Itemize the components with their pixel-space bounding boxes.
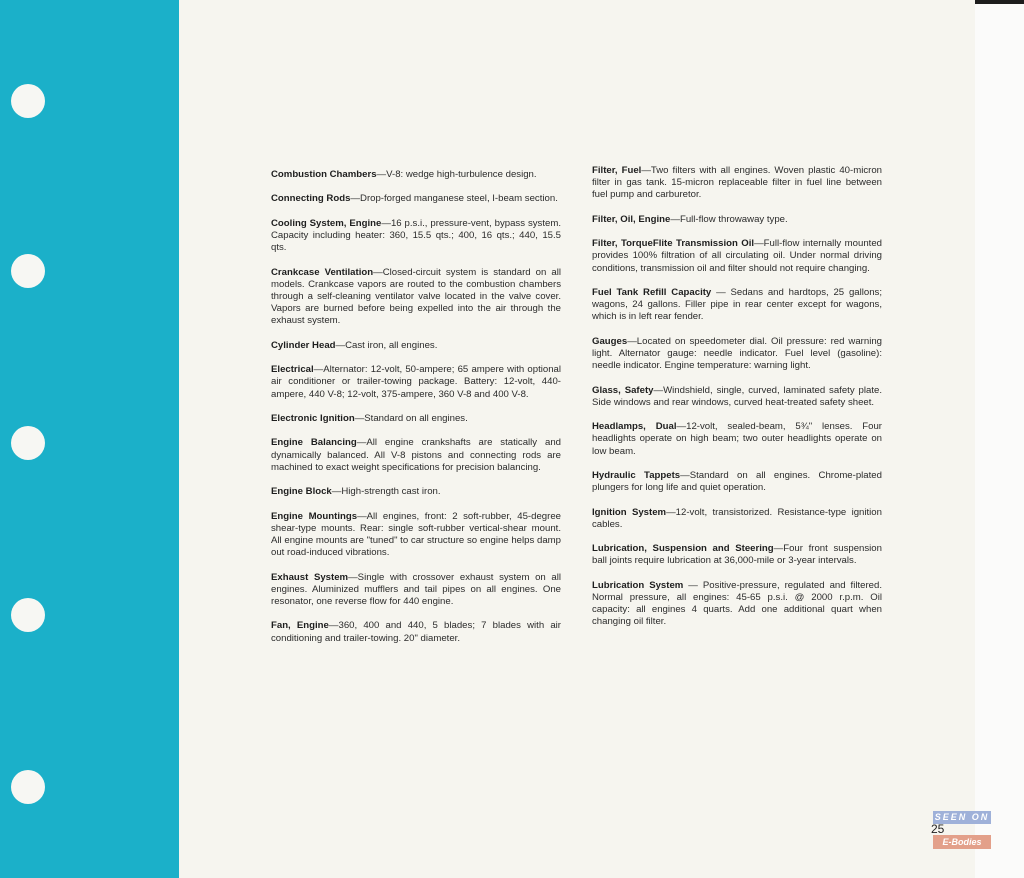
watermark-bottom: E-Bodies	[933, 835, 991, 849]
spec-text: —Full-flow throwaway type.	[670, 213, 788, 225]
spec-text: —V-8: wedge high-turbulence design.	[376, 169, 537, 180]
spec-term: Combustion Chambers	[271, 169, 377, 180]
spec-term: Engine Balancing	[271, 437, 357, 449]
spec-entry	[592, 214, 882, 226]
spec-entry	[592, 287, 882, 324]
spec-entry	[592, 238, 882, 275]
spec-entry	[592, 507, 882, 531]
page-edge-line	[975, 0, 1024, 4]
spec-text: —Windshield, single, curved, laminated safety plate. Side windows and rear windows, curved heat-treated safety sheet.	[592, 384, 882, 408]
punch-hole	[11, 770, 45, 804]
spec-term: Ignition System	[592, 506, 667, 518]
spec-text: —Drop-forged manganese steel, I-beam section.	[350, 193, 558, 205]
spec-text: —12-volt, transistorized. Resistance-type ignition cables.	[592, 506, 882, 530]
spec-entry	[592, 470, 882, 494]
spec-term: Headlamps, Dual	[592, 421, 677, 433]
spec-term: Engine Mountings	[271, 510, 358, 522]
spec-text: —Full-flow internally mounted provides 100% filtration of all circulating oil. Under normal driving conditions, transmission oil and filter should not require changing.	[592, 238, 882, 274]
spec-term: Electronic Ignition	[271, 412, 355, 424]
spec-entry	[271, 620, 561, 644]
punch-hole	[11, 598, 45, 632]
spec-entry	[592, 385, 882, 409]
spec-term: Gauges	[592, 335, 628, 347]
spec-term: Lubrication, Suspension and Steering	[592, 543, 774, 555]
spec-text: —Located on speedometer dial. Oil pressure: red warning light. Alternator gauge: needle indicator. Fuel level (gasoline): needle indicator. Engine temperature: warning light.	[592, 335, 882, 372]
spec-term: Cylinder Head	[271, 339, 336, 351]
spec-term: Exhaust System	[271, 571, 349, 583]
spec-text: —360, 400 and 440, 5 blades; 7 blades with air conditioning and trailer-towing. 20" diameter.	[271, 620, 562, 644]
spec-term: Fuel Tank Refill Capacity	[592, 286, 712, 298]
spec-text: —Alternator: 12-volt, 50-ampere; 65 ampere with optional air conditioner or trailer-towing package. Battery: 12-volt, 440-ampere, 440 V-8; 12-volt, 375-ampere, 360 V-8 and 400 V-8.	[271, 364, 561, 400]
spec-text: —12-volt, sealed-beam, 5¾" lenses. Four headlights operate on high beam; two outer headlights operate on low beam.	[592, 421, 883, 457]
punch-hole	[11, 426, 45, 460]
spec-entry	[271, 486, 561, 498]
spec-entry	[271, 413, 561, 425]
spec-text: —All engines, front: 2 soft-rubber, 45-degree shear-type mounts. Rear: single soft-rubber vertical-shear mount. All engine mounts are "tuned" to car structure so engine helps damp out road-induced vibrations.	[271, 510, 561, 559]
spec-term: Connecting Rods	[271, 193, 351, 205]
spec-entry	[271, 511, 561, 560]
spec-entry	[271, 437, 561, 474]
spec-entry	[592, 165, 882, 202]
spec-text: —Cast iron, all engines.	[335, 339, 438, 351]
punch-hole	[11, 84, 45, 118]
page-number: 25	[931, 822, 945, 836]
spec-text: —Four front suspension ball joints require lubrication at 36,000-mile or 3-year intervals.	[592, 543, 882, 567]
specs-right-column	[592, 165, 882, 641]
spec-text: —Standard on all engines. Chrome-plated plungers for long life and quiet operation.	[592, 469, 882, 494]
punch-hole	[11, 254, 45, 288]
spec-text: —Single with crossover exhaust system on all engines. Aluminized mufflers and tail pipes on all engines. One resonator, one reverse flow for 440 engine.	[271, 571, 561, 607]
spec-entry	[271, 267, 561, 328]
spec-entry	[271, 169, 561, 181]
spec-entry	[271, 340, 561, 352]
spec-text: — Positive-pressure, regulated and filtered. Normal pressure, all engines: 45-65 p.s.i. @ 2000 r.p.m. Oil capacity: all engines 4 quarts. Add one additional quart when changing oil filter.	[592, 579, 882, 628]
spec-term: Cooling System, Engine	[271, 217, 382, 229]
spec-term: Electrical	[271, 364, 314, 376]
blue-binder-tab	[0, 0, 179, 878]
spec-term: Crankcase Ventilation	[271, 266, 374, 278]
spec-text: —All engine crankshafts are statically and dynamically balanced. All V-8 pistons and connecting rods are machined to exact weight specifications for precision balancing.	[271, 437, 562, 473]
spec-term: Fan, Engine	[271, 620, 329, 632]
spec-entry	[592, 421, 882, 458]
spec-entry	[592, 336, 882, 373]
spec-text: —16 p.s.i., pressure-vent, bypass system. Capacity including heater: 360, 15.5 qts.; 400, 16 qts.; 440, 15.5 qts.	[271, 217, 562, 254]
spec-text: — Sedans and hardtops, 25 gallons; wagons, 24 gallons. Filler pipe in rear center except for wagons, which is in left rear fender.	[592, 286, 883, 323]
watermark-top: SEEN ON	[934, 812, 990, 822]
spec-entry	[271, 218, 561, 255]
spec-term: Engine Block	[271, 486, 332, 498]
spec-term: Lubrication System	[592, 579, 684, 591]
spec-term: Glass, Safety	[592, 384, 654, 396]
spec-entry	[592, 543, 882, 567]
spec-entry	[271, 364, 561, 401]
page-edge	[975, 0, 1024, 878]
spec-entry	[271, 572, 561, 609]
spec-text: —Two filters with all engines. Woven plastic 40-micron filter in gas tank. 15-micron replaceable filter in fuel line between fuel pump and carburetor.	[592, 165, 882, 201]
specs-left-column	[271, 169, 561, 657]
spec-term: Filter, TorqueFlite Transmission Oil	[592, 238, 755, 250]
spec-term: Filter, Fuel	[592, 165, 642, 176]
spec-term: Hydraulic Tappets	[592, 469, 681, 481]
spec-text: —Closed-circuit system is standard on all models. Crankcase vapors are routed to the combustion chambers through a self-cleaning ventilator valve located in the valve cover. Vapors are burned before being expelled into the air through the exhaust system.	[271, 266, 561, 327]
spec-entry	[271, 193, 561, 205]
spec-text: —High-strength cast iron.	[331, 486, 441, 498]
spec-entry	[592, 580, 882, 629]
spec-term: Filter, Oil, Engine	[592, 213, 671, 225]
spec-text: —Standard on all engines.	[354, 412, 468, 424]
